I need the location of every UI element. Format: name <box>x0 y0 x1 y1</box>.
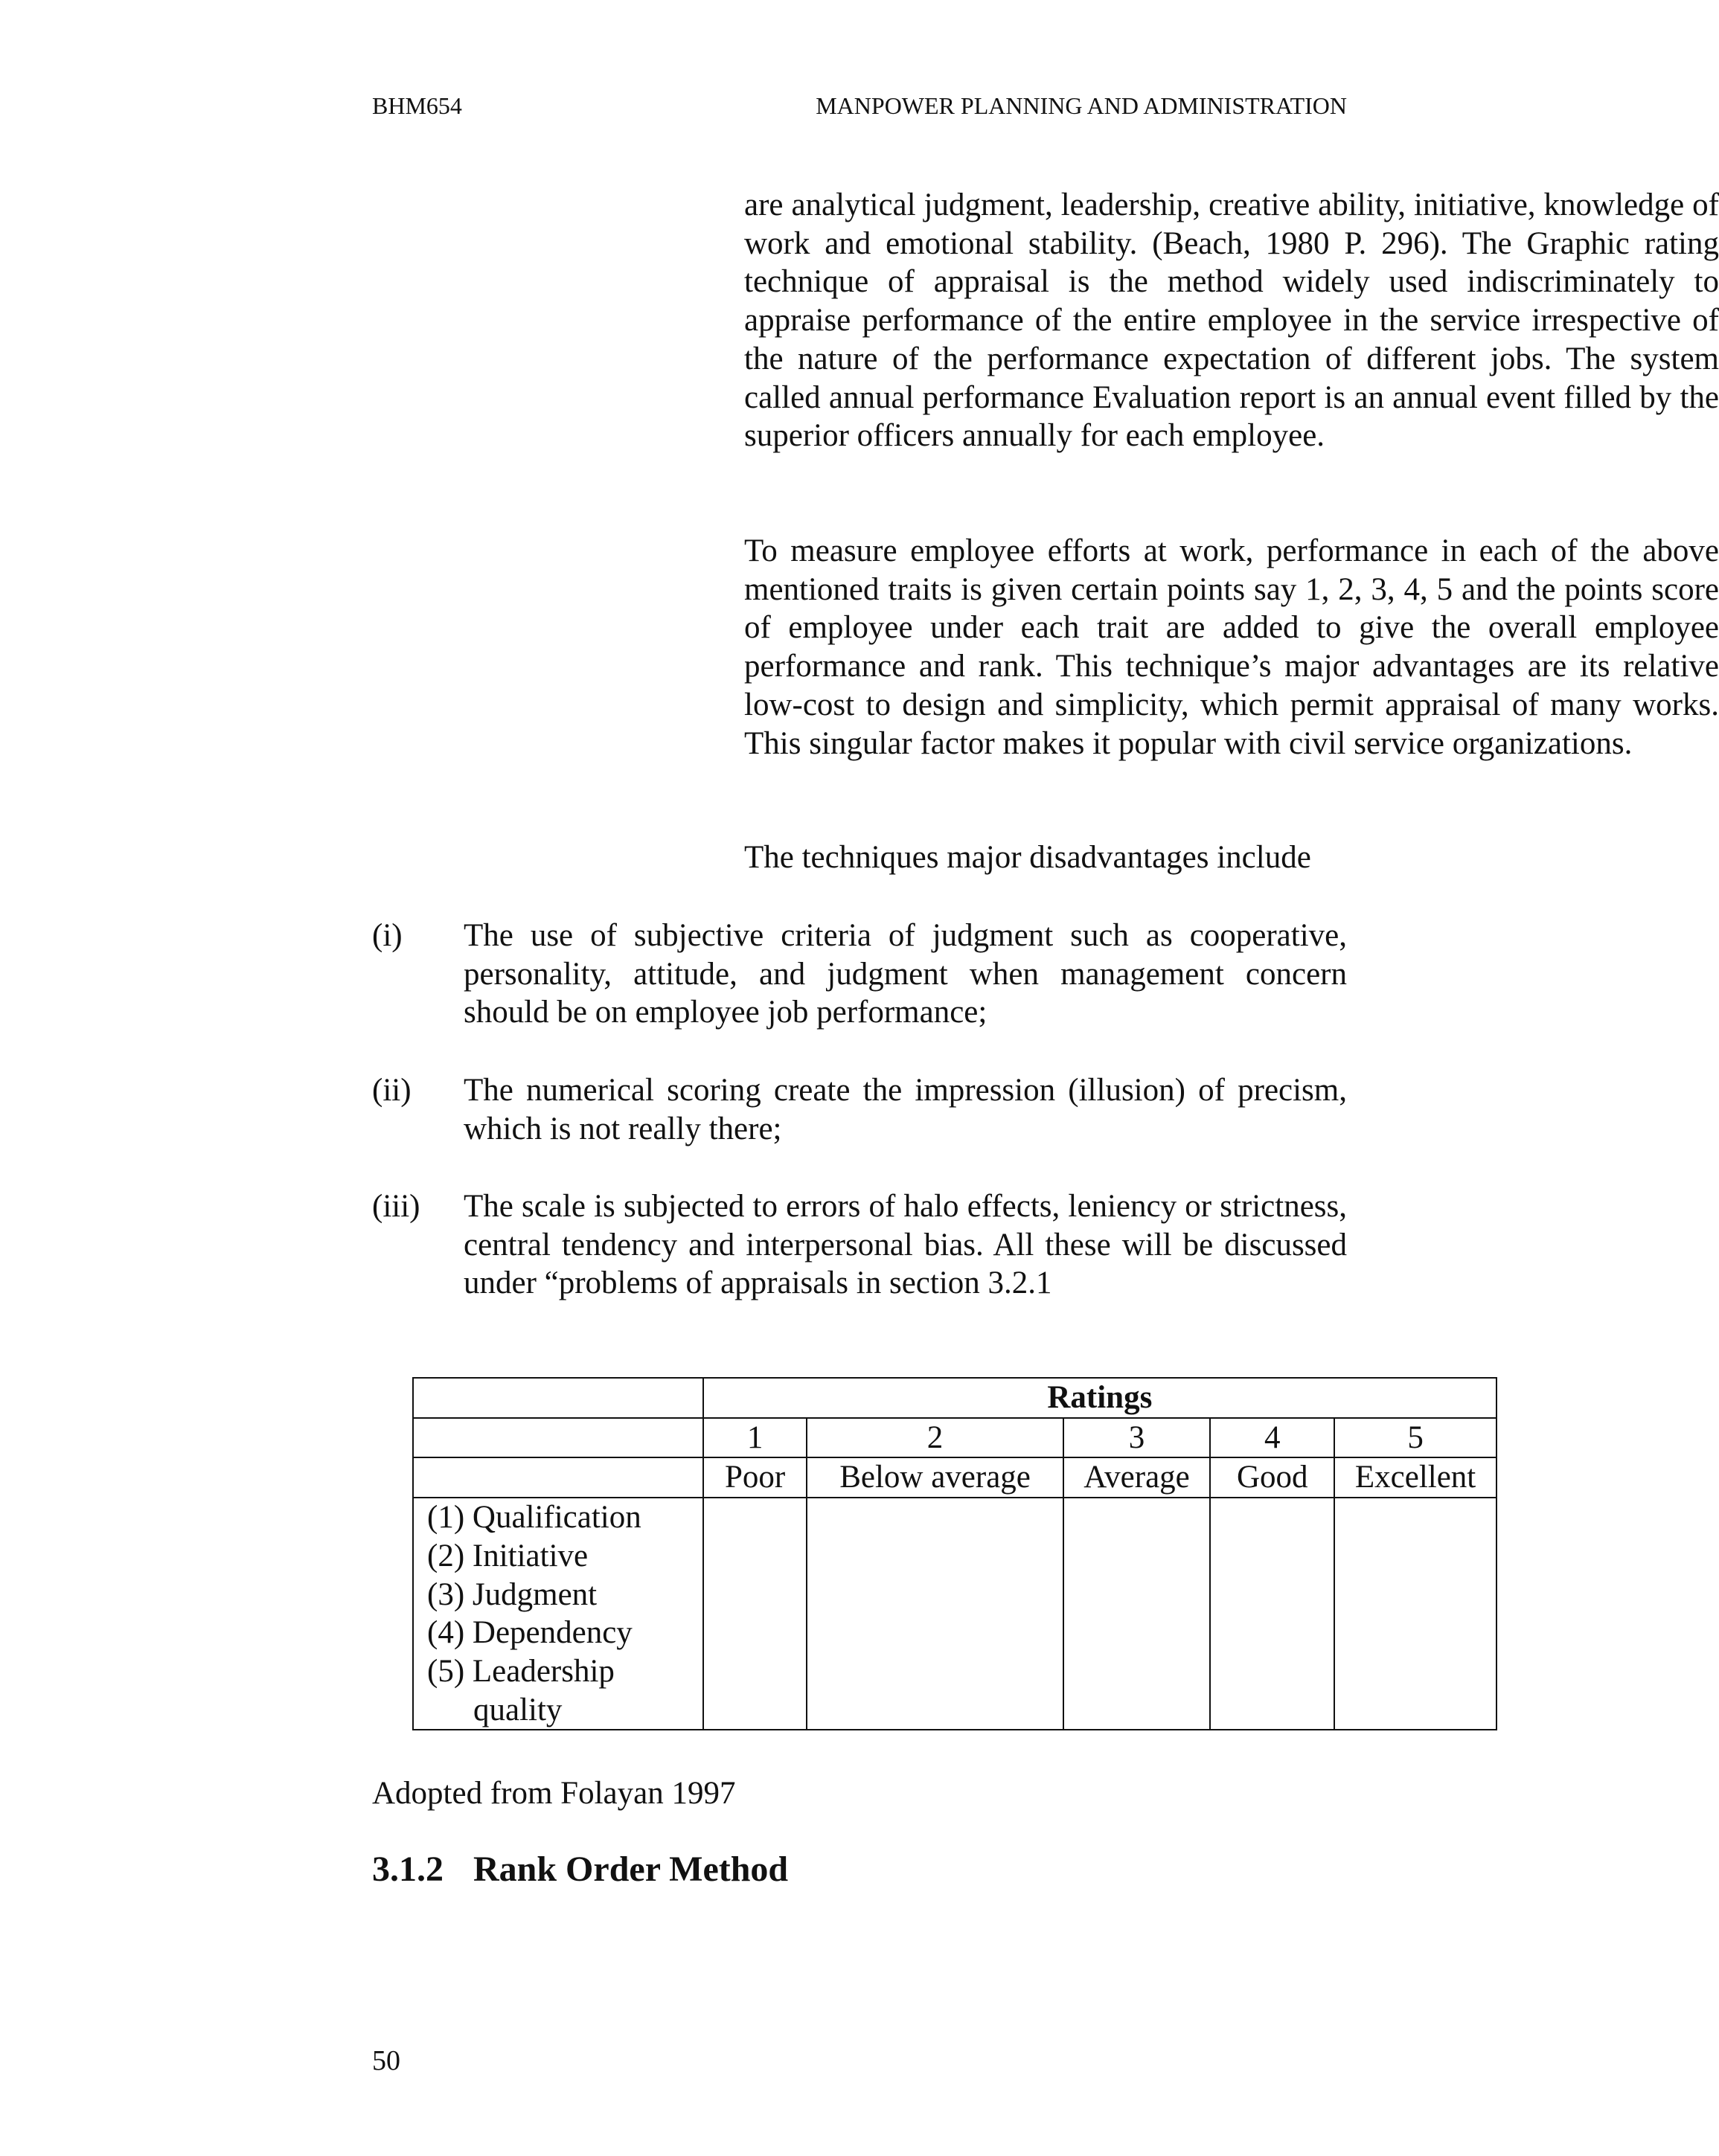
table-row-labels <box>413 1457 1496 1498</box>
list-item-text: The numerical scoring create the impression (illusion) of precism, which is not really there; <box>464 1073 1347 1146</box>
criterion-initiative: (2) Initiative <box>427 1538 589 1573</box>
rating-cell <box>1210 1498 1334 1730</box>
section-heading <box>372 1849 788 1890</box>
course-code: BHM654 <box>372 92 462 119</box>
criterion-leadership: (5) Leadership <box>427 1653 615 1689</box>
rating-cell <box>1334 1498 1496 1730</box>
label-cell: Average <box>1063 1457 1211 1498</box>
paragraph-traits: are analytical judgment, leadership, creative ability, initiative, knowledge of work and emotional stability. (Beach, 1980 P. 296). The Graphic rating technique of appraisal is the method widely used indiscriminately to appraise performance of the entire employee in the service irrespective of the nature of the performance expectation of different jobs. The system called annual performance Evaluation report is an annual event filled by the superior officers annually for each employee. <box>744 187 1719 454</box>
table-row-title <box>413 1378 1496 1418</box>
criteria-cell <box>413 1498 703 1730</box>
page-number: 50 <box>372 2045 400 2076</box>
list-item-number: (ii) <box>372 1073 412 1108</box>
score-cell: 4 <box>1210 1418 1334 1458</box>
score-cell: 1 <box>703 1418 807 1458</box>
list-item <box>372 1187 1347 1303</box>
list-item-text: The use of subjective criteria of judgment such as cooperative, personality, attitude, and judgment when management concern should be on employee job performance; <box>464 918 1347 1030</box>
criterion-dependency: (4) Dependency <box>427 1615 633 1651</box>
list-item-number: (iii) <box>372 1189 420 1224</box>
table-cell-empty <box>413 1457 703 1498</box>
source-note: Adopted from Folayan 1997 <box>372 1776 736 1811</box>
course-title: MANPOWER PLANNING AND ADMINISTRATION <box>816 92 1347 119</box>
page-header <box>372 92 1347 129</box>
list-item-text: The scale is subjected to errors of halo effects, leniency or strictness, central tendency and interpersonal bias. All these will be discussed under “problems of appraisals in section 3.2.1 <box>464 1189 1347 1301</box>
score-cell: 2 <box>807 1418 1063 1458</box>
disadvantages-intro: The techniques major disadvantages include <box>744 840 1311 875</box>
table-row-scores <box>413 1418 1496 1458</box>
label-cell: Excellent <box>1334 1457 1496 1498</box>
label-cell: Poor <box>703 1457 807 1498</box>
criterion-judgment: (3) Judgment <box>427 1576 598 1612</box>
table-cell-empty <box>413 1378 703 1418</box>
list-item-number: (i) <box>372 918 403 953</box>
paragraph-measurement: To measure employee efforts at work, performance in each of the above mentioned traits is given certain points say 1, 2, 3, 4, 5 and the points score of employee under each trait are added to give the overall employee performance and rank. This technique’s major advantages are its relative low-cost to design and simplicity, which permit appraisal of many works. This singular factor makes it popular with civil service organizations. <box>744 533 1719 761</box>
list-item <box>372 1071 1347 1148</box>
table-cell-empty <box>413 1418 703 1458</box>
section-number: 3.1.2 <box>372 1849 444 1889</box>
rating-cell <box>703 1498 807 1730</box>
ratings-table <box>412 1377 1497 1730</box>
rating-cell <box>807 1498 1063 1730</box>
criterion-qualification: (1) Qualification <box>427 1500 641 1536</box>
section-title: Rank Order Method <box>473 1849 789 1889</box>
score-cell: 5 <box>1334 1418 1496 1458</box>
score-cell: 3 <box>1063 1418 1211 1458</box>
label-cell: Below average <box>807 1457 1063 1498</box>
label-cell: Good <box>1210 1457 1334 1498</box>
criterion-leadership-continuation: quality <box>473 1692 563 1727</box>
rating-cell <box>1063 1498 1211 1730</box>
list-item <box>372 917 1347 1032</box>
table-row-criteria <box>413 1498 1496 1730</box>
ratings-title: Ratings <box>703 1378 1496 1418</box>
